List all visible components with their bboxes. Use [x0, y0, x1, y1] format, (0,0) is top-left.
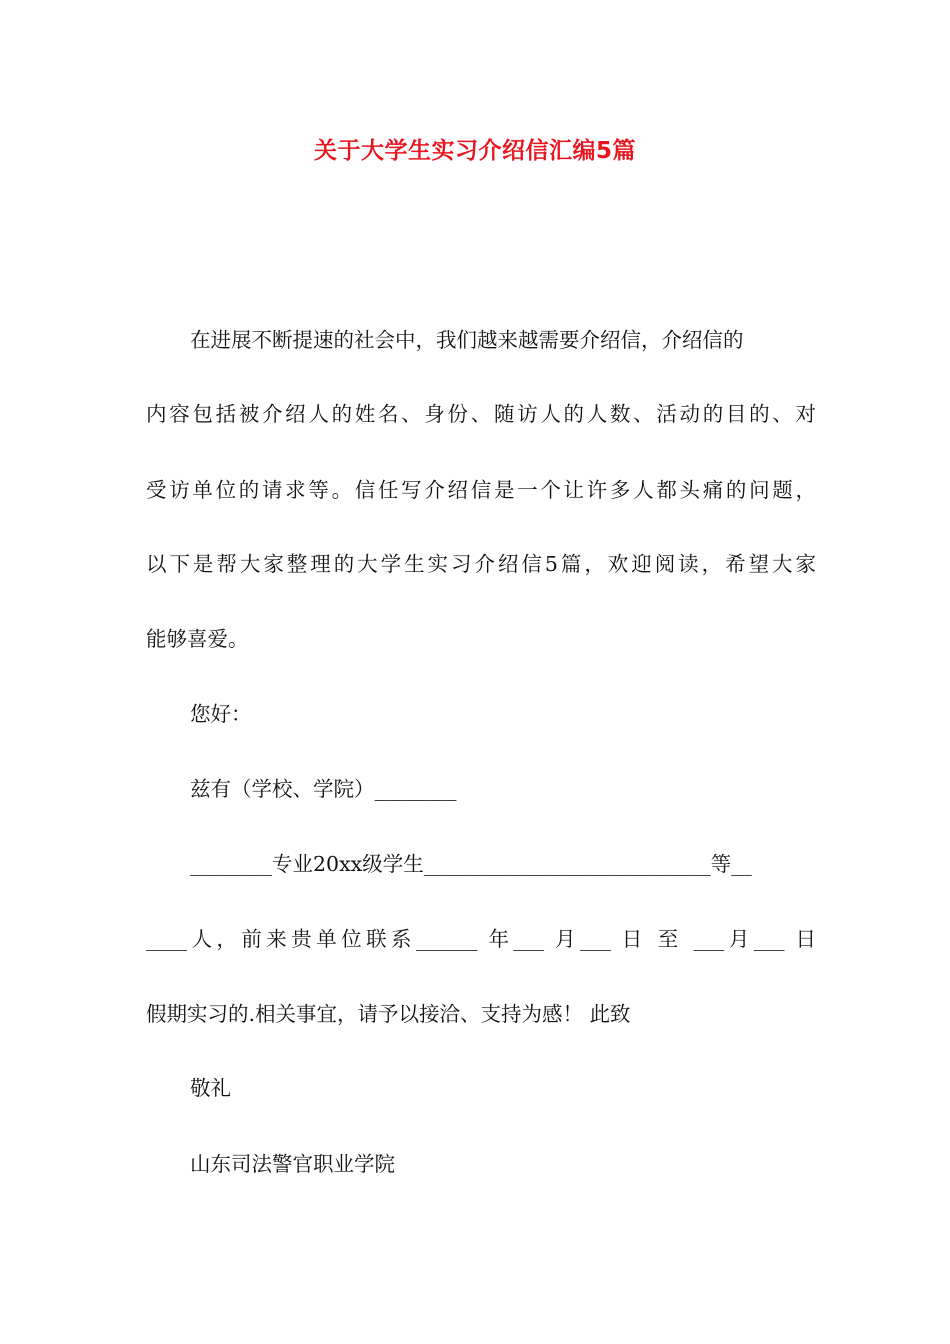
letter-closing: 敬礼	[190, 1076, 231, 1100]
letter-date-line: ____人，前来贵单位联系______ 年___ 月___ 日 至 ___月___ 日	[146, 927, 816, 951]
intro-line-3: 受访单位的请求等。信任写介绍信是一个让许多人都头痛的问题，	[146, 478, 816, 502]
document-title: 关于大学生实习介绍信汇编5篇	[313, 138, 636, 164]
letter-school-line: 兹有（学校、学院）________	[190, 777, 457, 801]
intro-line-5: 能够喜爱。	[146, 627, 249, 651]
intro-line-2: 内容包括被介绍人的姓名、身份、随访人的人数、活动的目的、对	[146, 402, 816, 426]
letter-request-line: 假期实习的.相关事宜，请予以接洽、支持为感！ 此致	[146, 1002, 631, 1026]
intro-line-1: 在进展不断提速的社会中，我们越来越需要介绍信，介绍信的	[190, 328, 744, 352]
letter-student-line: ________专业20xx级学生____________________________等__	[190, 852, 752, 876]
letter-greeting: 您好：	[190, 702, 252, 726]
letter-signature: 山东司法警官职业学院	[190, 1152, 395, 1176]
intro-line-4: 以下是帮大家整理的大学生实习介绍信5篇，欢迎阅读，希望大家	[146, 552, 816, 576]
